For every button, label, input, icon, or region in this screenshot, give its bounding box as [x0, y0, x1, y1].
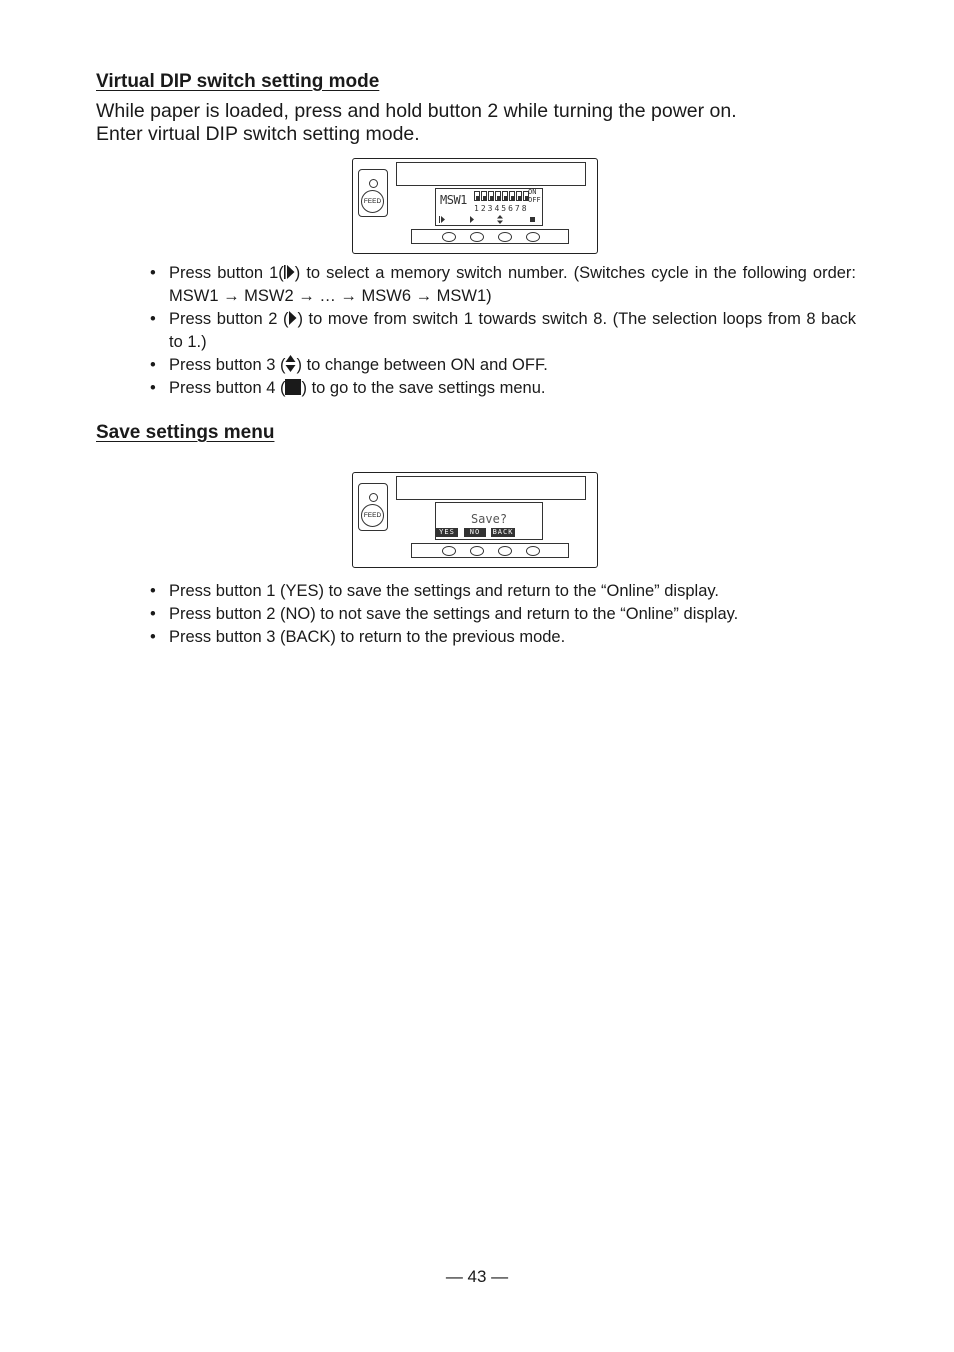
hardware-button-2: [470, 546, 484, 556]
feed-button-housing: [358, 483, 388, 531]
list-item: • Press button 1 (YES) to save the settings and return to the “Online” display.: [150, 580, 856, 603]
hardware-button-1: [442, 232, 456, 242]
stop-square-icon: [530, 217, 535, 222]
yes-softkey: YES: [436, 528, 458, 537]
up-down-icon: [285, 355, 296, 372]
paper-slot: [396, 162, 586, 186]
section-heading-save-settings: Save settings menu: [96, 422, 275, 443]
no-softkey: NO: [464, 528, 486, 537]
lcd-screen: [435, 502, 543, 540]
feed-button: FEED: [361, 504, 384, 527]
list-item: • Press button 3 (BACK) to return to the previous mode.: [150, 626, 856, 649]
switch-number-row: 12345678: [474, 204, 529, 213]
hardware-button-1: [442, 546, 456, 556]
save-prompt: Save?: [470, 512, 508, 526]
dip-switch-icon: [481, 191, 487, 201]
lcd-msw-label: MSW1: [440, 193, 467, 207]
list-item: • Press button 2 (NO) to not save the settings and return to the “Online” display.: [150, 603, 856, 626]
stop-square-icon: [285, 379, 301, 395]
feed-button-housing: [358, 169, 388, 217]
off-label: OFF: [528, 196, 541, 204]
dip-switch-icon: [516, 191, 522, 201]
dip-switch-icon: [509, 191, 515, 201]
list-item: • Press button 4 ( ) to go to the save settings menu.: [150, 377, 856, 400]
list-item: • Press button 3 ( ) to change between ON and OFF.: [150, 354, 856, 377]
section-heading-virtual-dip: Virtual DIP switch setting mode: [96, 71, 380, 92]
dip-switch-icon: [502, 191, 508, 201]
up-down-icon: [497, 215, 503, 224]
hardware-button-3: [498, 546, 512, 556]
dip-switch-icon: [474, 191, 480, 201]
save-instructions-list: [150, 580, 856, 649]
page-number: — 43 —: [445, 1267, 509, 1286]
printer-panel-dip: [352, 158, 598, 254]
printer-panel-save: [352, 472, 598, 568]
hardware-button-4: [526, 546, 540, 556]
paper-slot: [396, 476, 586, 500]
lcd-softkey-icons: [436, 215, 542, 225]
hardware-button-2: [470, 232, 484, 242]
button-bar: [411, 543, 569, 558]
hardware-button-3: [498, 232, 512, 242]
intro-line: Enter virtual DIP switch setting mode.: [96, 123, 420, 145]
skip-right-icon: [439, 216, 445, 223]
list-item: • Press button 1( ) to select a memory switch number. (Switches cycle in the following order: MSW1 → MSW2 → … → MSW6 → MSW1): [150, 262, 856, 308]
power-led-icon: [369, 179, 378, 188]
power-led-icon: [369, 493, 378, 502]
dip-instructions-list: [150, 262, 856, 400]
button-bar: [411, 229, 569, 244]
play-right-icon: [470, 216, 474, 223]
dip-switch-icon: [488, 191, 494, 201]
list-item: • Press button 2 ( ) to move from switch 1 towards switch 8. (The selection loops from 8 back to 1.): [150, 308, 856, 354]
back-softkey: BACK: [492, 528, 514, 536]
on-label: ON: [528, 188, 537, 196]
lcd-screen: [435, 188, 543, 226]
feed-button: FEED: [361, 190, 384, 213]
hardware-button-4: [526, 232, 540, 242]
intro-text: [96, 100, 876, 146]
intro-line: While paper is loaded, press and hold button 2 while turning the power on.: [96, 100, 737, 122]
skip-right-icon: [284, 264, 295, 280]
dip-switch-icon: [495, 191, 501, 201]
